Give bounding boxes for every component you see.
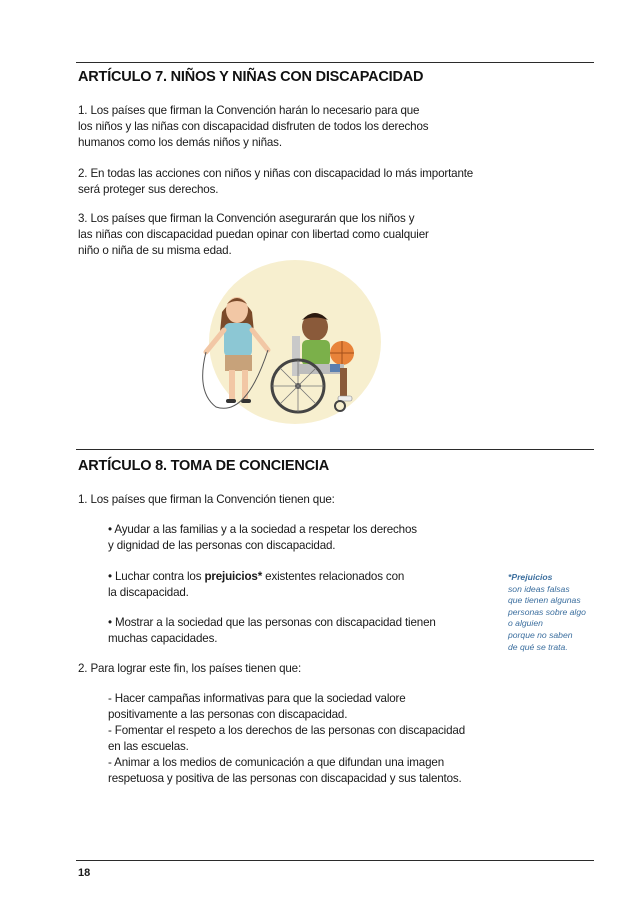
article-8-item-3: - Animar a los medios de comunicación a que difundan una imagen respetuosa y positiva de las personas con discapacidad y sus talentos.	[108, 756, 462, 785]
article-7-paragraph-1: 1. Los países que firman la Convención harán lo necesario para que los niños y las niñas con discapacidad disfruten de todos los derechos humanos como los demás niños y niñas.	[78, 104, 429, 149]
article-8-bullet-2: • Luchar contra los prejuicios* existentes relacionados con la discapacidad.	[108, 570, 405, 599]
article-8-bullet-1: • Ayudar a las familias y a la sociedad a respetar los derechos y dignidad de las personas con discapacidad.	[108, 523, 417, 552]
article-8-item-1: - Hacer campañas informativas para que la sociedad valore positivamente a las personas con discapacidad.	[108, 692, 406, 721]
prejuicios-definition-note: *Prejuicios son ideas falsas que tienen algunas personas sobre algo o alguien porque no saben de qué se trata.	[508, 572, 586, 652]
footer-rule	[76, 860, 594, 861]
article-8-item-2: - Fomentar el respeto a los derechos de las personas con discapacidad en las escuelas.	[108, 724, 465, 753]
article-8-paragraph-1: 1. Los países que firman la Convención tienen que:	[78, 493, 335, 506]
children-illustration	[180, 260, 400, 430]
article-7-title: ARTÍCULO 7. NIÑOS Y NIÑAS CON DISCAPACIDAD	[78, 69, 424, 85]
article-8-bullet-3: • Mostrar a la sociedad que las personas con discapacidad tienen muchas capacidades.	[108, 616, 436, 645]
article-7-paragraph-2: 2. En todas las acciones con niños y niñas con discapacidad lo más importante será proteger sus derechos.	[78, 167, 474, 196]
prejuicios-term: prejuicios*	[204, 570, 263, 583]
article-8-title: ARTÍCULO 8. TOMA DE CONCIENCIA	[78, 458, 329, 474]
article-8-paragraph-2: 2. Para lograr este fin, los países tienen que:	[78, 662, 302, 675]
top-rule	[76, 62, 594, 63]
article-7-paragraph-3: 3. Los países que firman la Convención asegurarán que los niños y las niñas con discapacidad puedan opinar con libertad como cualquier niño o niña de su misma edad.	[78, 212, 429, 257]
page-number: 18	[78, 867, 91, 879]
middle-rule	[76, 449, 594, 450]
